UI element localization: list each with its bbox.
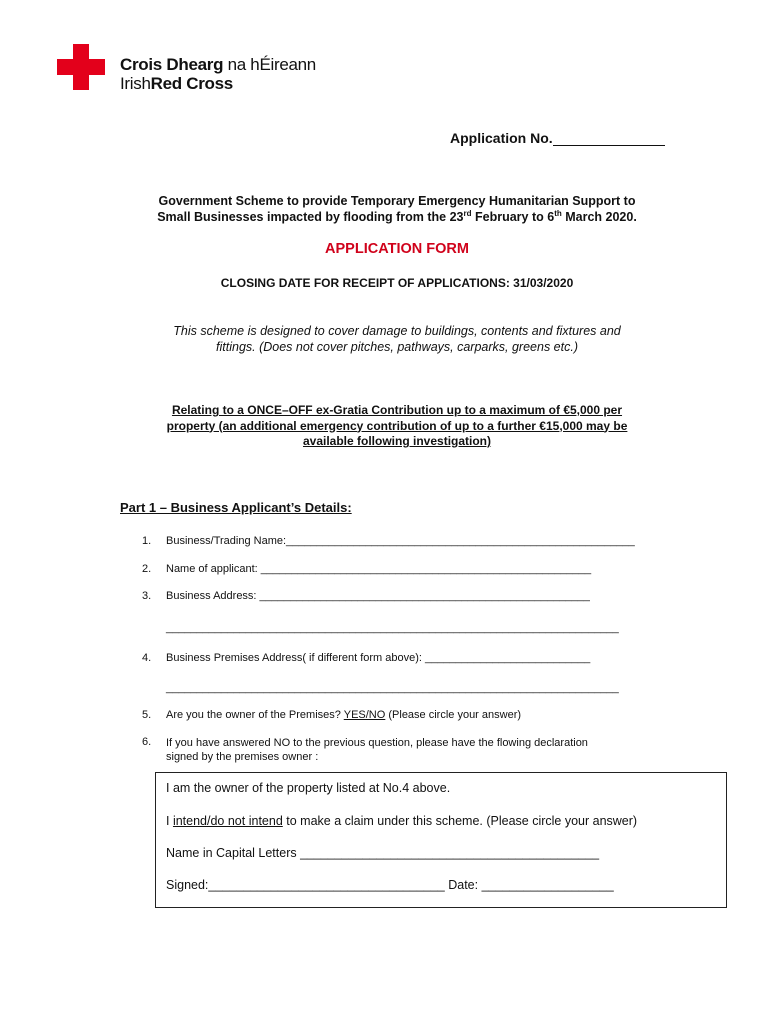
owner-question: Are you the owner of the Premises? YES/NO (Please circle your answer): [166, 709, 522, 721]
premises-address-field[interactable]: Business Premises Address( if different form above): ___________________________: [166, 652, 591, 664]
business-address-field[interactable]: Business Address: ______________________________________________________: [166, 590, 590, 602]
capital-letters-name-field[interactable]: Name in Capital Letters ___________________________________________: [166, 846, 600, 860]
scheme-title: Government Scheme to provide Temporary Emergency Humanitarian Support to Small Businesses impacted by flooding from the 23rd February to 6th March 2020.: [157, 194, 637, 224]
item-number: 6.: [142, 736, 152, 748]
declaration-instruction: If you have answered NO to the previous question, please have the flowing declaration signed by the premises owner :: [166, 737, 588, 763]
contribution-notice: Relating to a ONCE–OFF ex-Gratia Contribution up to a maximum of €5,000 per property (an additional emergency contribution of up to a further €15,000 may be available following investigation): [166, 403, 628, 448]
logo-text-line2: IrishRed Cross: [120, 74, 233, 93]
item-number: 3.: [142, 590, 152, 602]
red-cross-logo-icon: [57, 44, 105, 90]
part1-heading: Part 1 – Business Applicant’s Details:: [120, 500, 352, 515]
yes-no-option[interactable]: YES/NO: [343, 709, 386, 721]
signature-date-field[interactable]: Signed:__________________________________ Date: ___________________: [166, 878, 614, 892]
scheme-description: This scheme is designed to cover damage to buildings, contents and fixtures and fittings. (Does not cover pitches, pathways, carparks, greens etc.): [173, 324, 621, 354]
item-number: 4.: [142, 652, 152, 664]
business-name-field[interactable]: Business/Trading Name:_________________________________________________________: [166, 535, 635, 547]
business-address-field-line2[interactable]: __________________________________________________________________________: [166, 622, 619, 634]
logo-text-line1: Crois Dhearg na hÉireann: [120, 55, 316, 74]
item-number: 2.: [142, 563, 152, 575]
item-number: 5.: [142, 709, 152, 721]
applicant-name-field[interactable]: Name of applicant: ______________________________________________________: [166, 563, 592, 575]
closing-date: CLOSING DATE FOR RECEIPT OF APPLICATIONS: 31/03/2020: [220, 276, 574, 290]
item-number: 1.: [142, 535, 152, 547]
premises-address-field-line2[interactable]: __________________________________________________________________________: [166, 682, 619, 694]
intend-option[interactable]: intend/do not intend: [172, 814, 283, 828]
application-number-field[interactable]: [553, 131, 665, 146]
form-title: APPLICATION FORM: [325, 241, 469, 257]
declaration-owner-statement: I am the owner of the property listed at No.4 above.: [166, 781, 451, 795]
declaration-intent-statement: I intend/do not intend to make a claim under this scheme. (Please circle your answer): [166, 814, 638, 828]
application-number: Application No.: [450, 130, 665, 146]
